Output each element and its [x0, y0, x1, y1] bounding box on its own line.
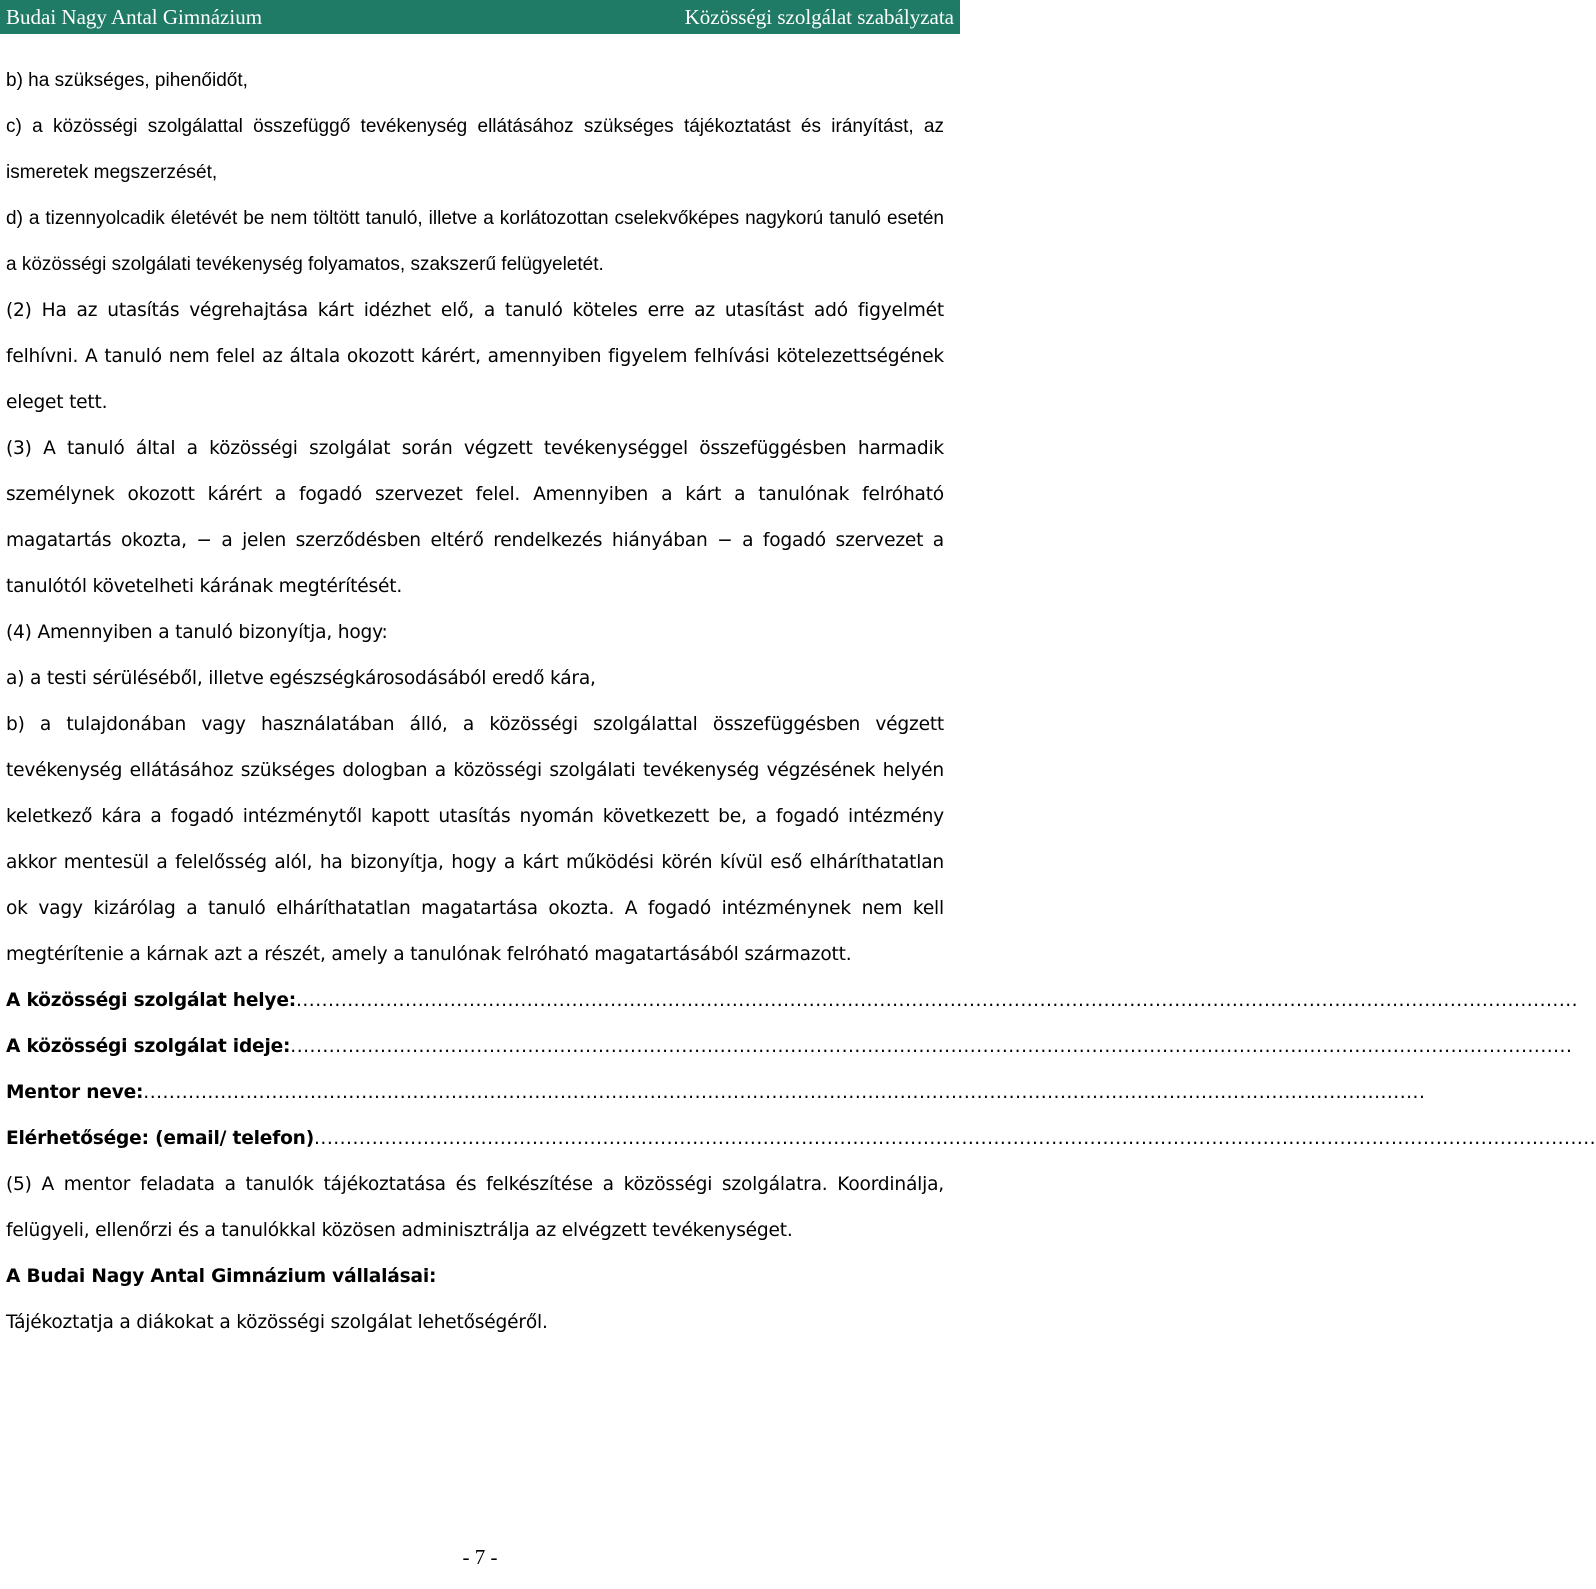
field-time-label: A közösségi szolgálat ideje:	[6, 1036, 291, 1057]
header-document-title: Közösségi szolgálat szabályzata	[684, 5, 954, 29]
paragraph-b-rest-time: b) ha szükséges, pihenőidőt,	[6, 70, 248, 91]
paragraph-4a: a) a testi sérüléséből, illetve egészségkárosodásából eredő kára,	[6, 668, 596, 689]
paragraph-commitment-inform: Tájékoztatja a diákokat a közösségi szolgálat lehetőségéről.	[6, 1312, 548, 1333]
field-mentor	[6, 1070, 1426, 1116]
paragraph-2-instruction: (2) Ha az utasítás végrehajtása kárt idézhet elő, a tanuló köteles erre az utasítást adó figyelmét felhívni. A tanuló nem felel az általa okozott kárért, amennyiben figyelem felhívási kötelezettségének eleget tett.	[6, 300, 944, 413]
field-contact	[6, 1116, 1596, 1162]
field-mentor-label: Mentor neve:	[6, 1082, 144, 1103]
field-time-blank: ........................................................................................................................................................................................................	[290, 1036, 1573, 1057]
paragraph-4b: b) a tulajdonában vagy használatában álló, a közösségi szolgálattal összefüggésben végzett tevékenység ellátásához szükséges dologban a közösségi szolgálati tevékenység végzésének helyén keletkező kára a fogadó intézménytől kapott utasítás nyomán következett be, a fogadó intézmény akkor mentesül a felelősség alól, ha bizonyítja, hogy a kárt működési körén kívül eső elháríthatatlan ok vagy kizárólag a tanuló elháríthatatlan magatartása okozta. A fogadó intézménynek nem kell megtérítenie a kárnak azt a részét, amely a tanulónak felróható magatartásából származott.	[6, 714, 944, 965]
field-contact-label: Elérhetősége: (email/ telefon)	[6, 1128, 314, 1149]
paragraph-5-mentor-duty: (5) A mentor feladata a tanulók tájékoztatása és felkészítése a közösségi szolgálatra. Koordinálja, felügyeli, ellenőrzi és a tanulókkal közösen adminisztrálja az elvégzett tevékenységet.	[6, 1174, 944, 1241]
section-heading-commitments: A Budai Nagy Antal Gimnázium vállalásai:	[6, 1266, 437, 1287]
field-place	[6, 978, 1579, 1024]
document-body	[6, 58, 1596, 1346]
paragraph-c-guidance: c) a közösségi szolgálattal összefüggő tevékenység ellátásához szükséges tájékoztatást és irányítást, az ismeretek megszerzését,	[6, 116, 944, 183]
paragraph-d-supervision: d) a tizennyolcadik életévét be nem töltött tanuló, illetve a korlátozottan cselekvőképes nagykorú tanuló esetén a közösségi szolgálati tevékenység folyamatos, szakszerű felügyeletét.	[6, 208, 944, 275]
header-school-name: Budai Nagy Antal Gimnázium	[6, 5, 263, 29]
field-place-blank: ........................................................................................................................................................................................................	[295, 990, 1579, 1011]
field-time	[6, 1024, 1573, 1070]
page-header	[0, 0, 960, 34]
field-mentor-blank: ........................................................................................................................................................................................................	[143, 1082, 1426, 1103]
paragraph-3-damage: (3) A tanuló által a közösségi szolgálat során végzett tevékenységgel összefüggésben harmadik személynek okozott kárért a fogadó szervezet felel. Amennyiben a kárt a tanulónak felróható magatartás okozta, − a jelen szerződésben eltérő rendelkezés hiányában − a fogadó szervezet a tanulótól követelheti kárának megtérítését.	[6, 438, 944, 597]
field-contact-blank: ........................................................................................................................................................................................................	[314, 1128, 1596, 1149]
page-number: - 7 -	[462, 1545, 498, 1569]
paragraph-4-intro: (4) Amennyiben a tanuló bizonyítja, hogy:	[6, 622, 388, 643]
field-place-label: A közösségi szolgálat helye:	[6, 990, 296, 1011]
